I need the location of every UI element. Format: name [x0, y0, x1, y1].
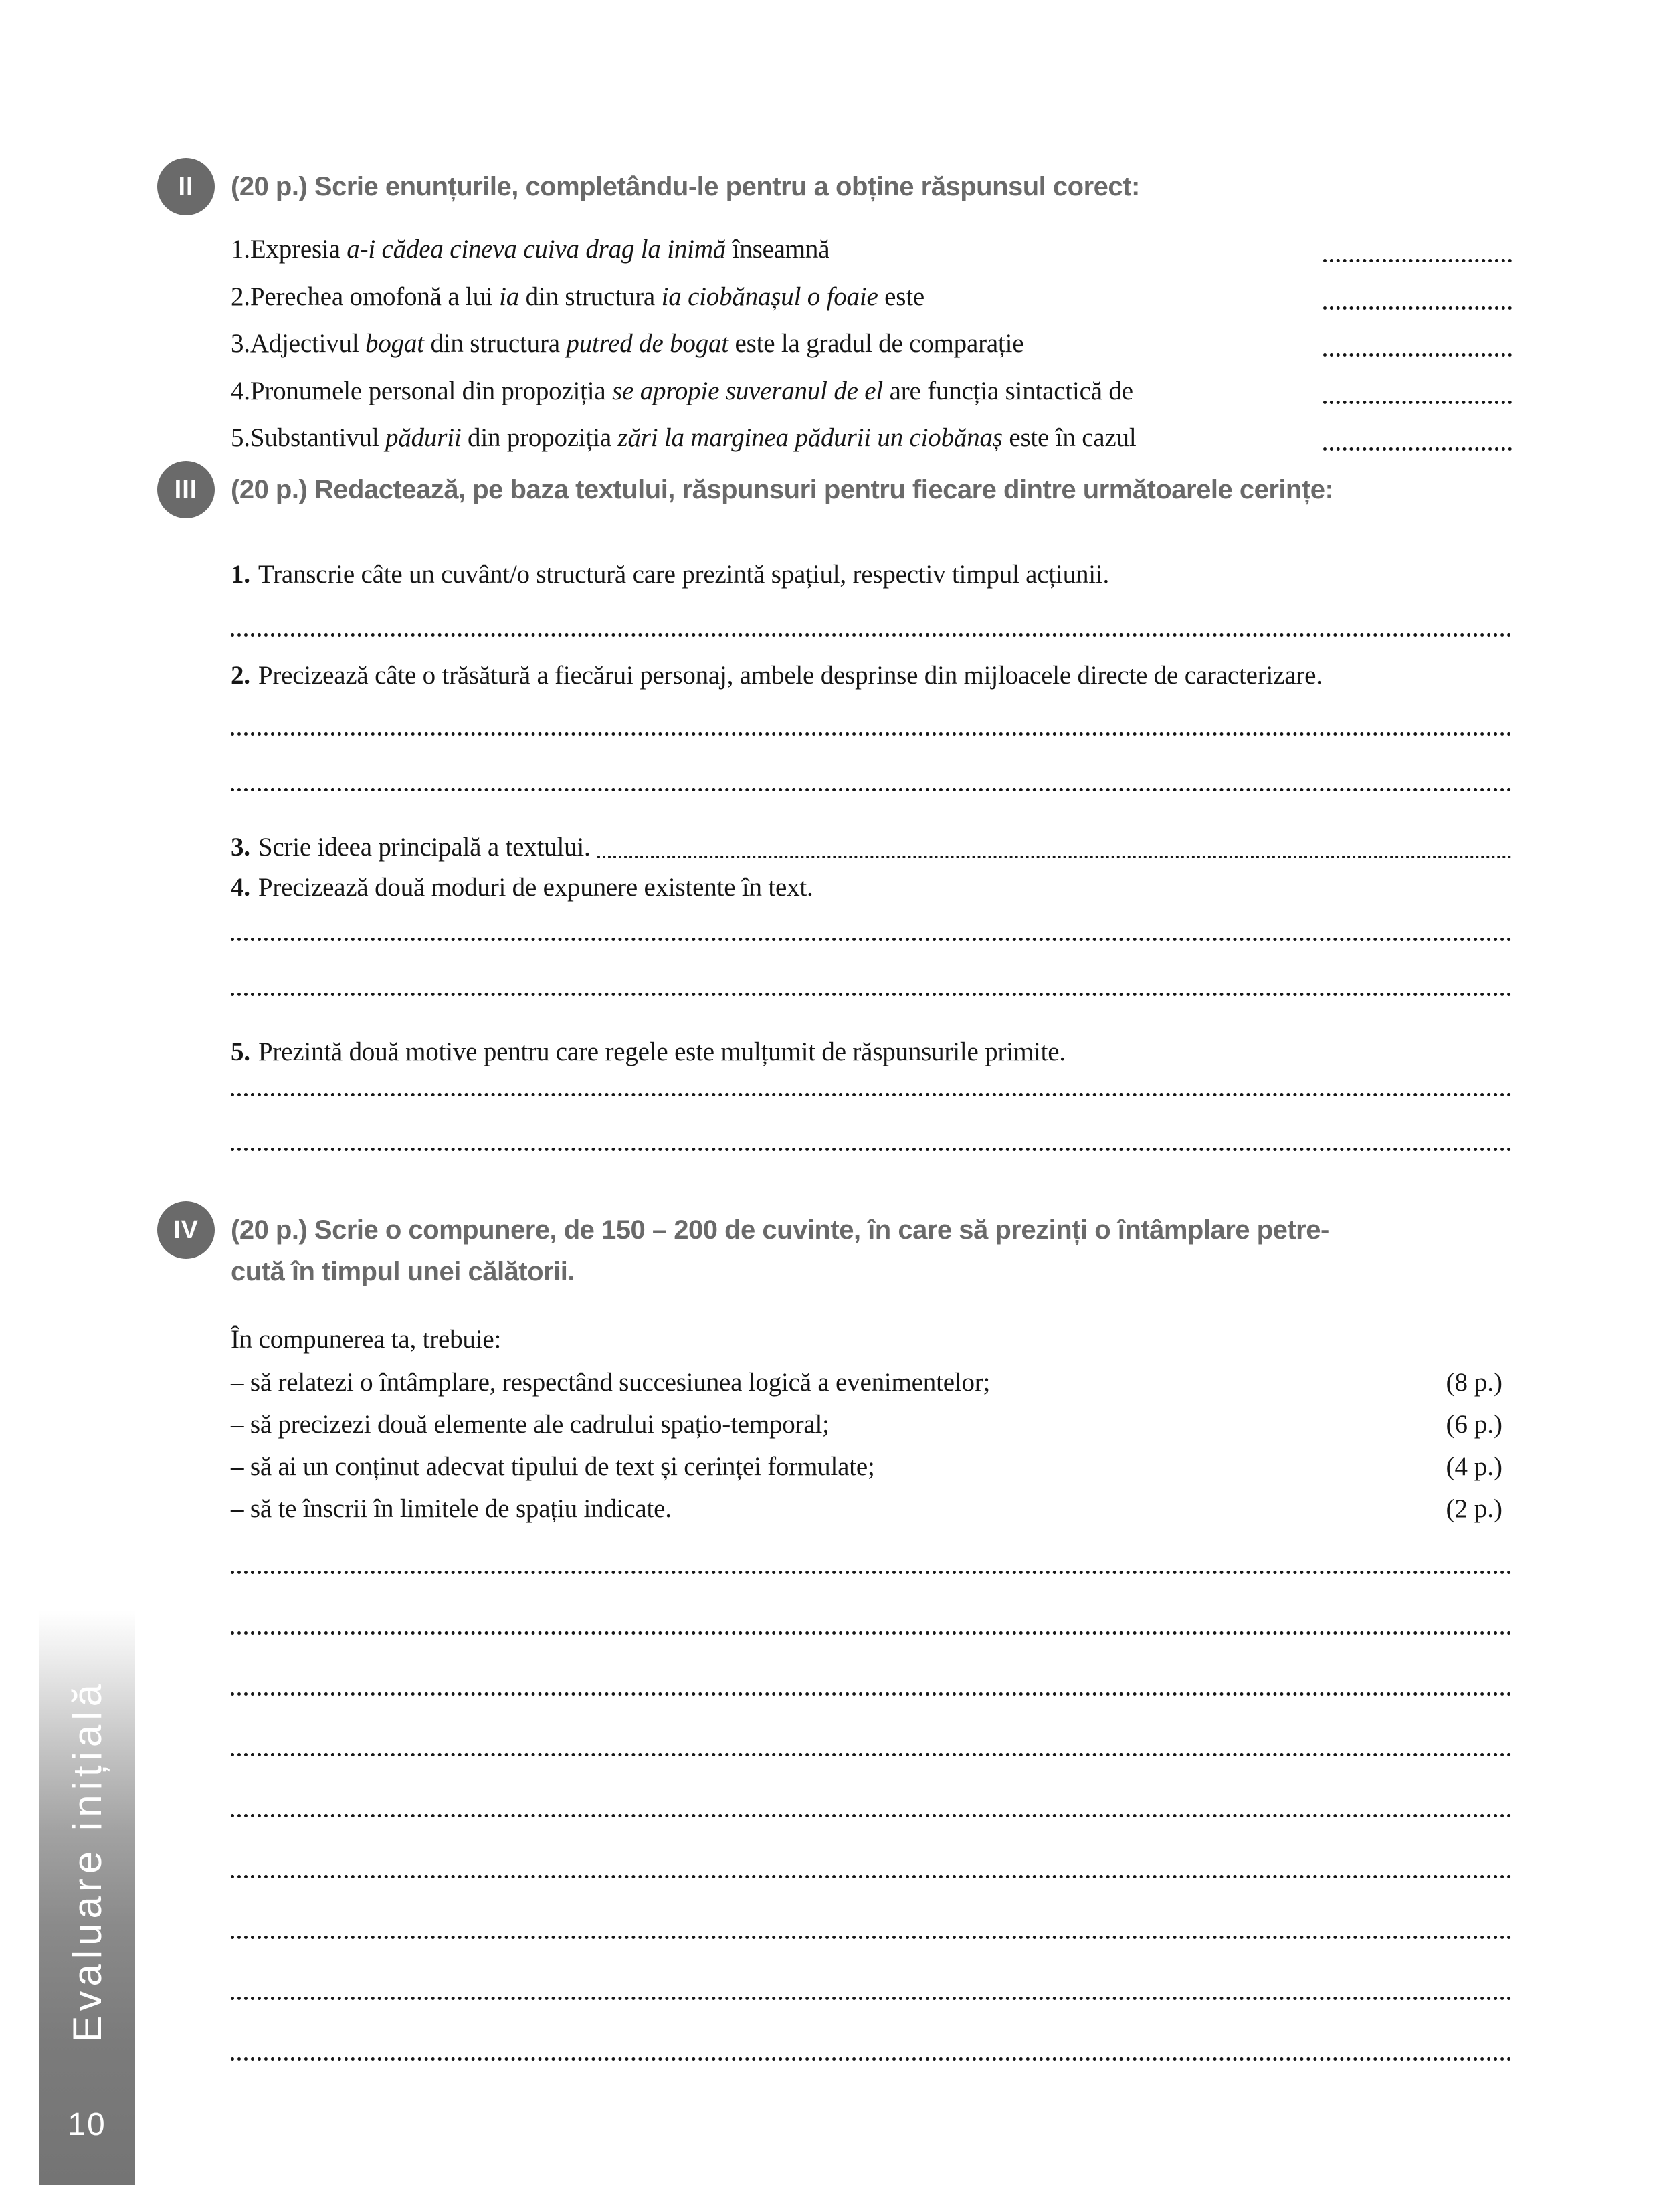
writing-line [231, 788, 1512, 791]
exercise-item-text [231, 327, 1291, 361]
section-iv-badge [157, 1201, 215, 1259]
requirement-row [231, 1450, 1512, 1485]
points-badge: (4 p.) [1446, 1452, 1502, 1481]
section-ii-badge [157, 158, 215, 215]
writing-line [231, 1814, 1512, 1817]
answer-blank-line [1323, 401, 1512, 404]
exercise-item-text [231, 375, 1291, 408]
section-iii-heading: (20 p.) Redactează, pe baza textului, răspunsuri pentru fiecare dintre următoarele cerințe: [231, 475, 1334, 504]
italic-phrase: putred de bogat [566, 329, 728, 358]
section-iii [174, 461, 1512, 1190]
italic-phrase: ia ciobănașul o foaie [661, 282, 878, 311]
section-iv-heading [231, 1209, 1329, 1292]
exercise-item [231, 558, 1512, 591]
exercise-item-text [231, 280, 1291, 314]
requirement-row [231, 1408, 1512, 1443]
item-sentence: Transcrie câte un cuvânt/o structură care prezintă spațiul, respectiv timpul acțiunii. [258, 560, 1110, 589]
writing-line [231, 1692, 1512, 1696]
text-run: este la gradul de comparație [728, 329, 1024, 358]
requirement-text: – să relatezi o întâmplare, respectând succesiunea logică a evenimentelor; [231, 1368, 991, 1397]
text-run: este [878, 282, 924, 311]
text-run: are funcția sintactică de [883, 377, 1133, 405]
text-run: Adjectivul [250, 329, 366, 358]
italic-phrase: a-i cădea cineva cuiva drag la inimă [347, 235, 726, 264]
exercise-item-text [231, 421, 1291, 455]
writing-line [231, 938, 1512, 941]
section-ii-heading: (20 p.) Scrie enunțurile, completându-le pentru a obține răspunsul corect: [231, 172, 1140, 201]
item-number: 1. [231, 560, 250, 589]
exercise-item [231, 280, 1512, 315]
text-run: Expresia [250, 235, 347, 264]
writing-line [231, 732, 1512, 736]
item-sentence [250, 235, 830, 264]
text-run: este în cazul [1002, 423, 1137, 452]
exercise-item [231, 421, 1512, 456]
writing-line [231, 1936, 1512, 1939]
chapter-title-vertical: Evaluare inițială [64, 1679, 110, 2043]
text-run: din propoziția [461, 423, 618, 452]
requirement-text: – să precizezi două elemente ale cadrului spațio-temporal; [231, 1410, 830, 1439]
item-sentence: Precizează câte o trăsătură a fiecărui personaj, ambele desprinse din mijloacele directe de caracterizare. [258, 661, 1323, 690]
writing-line [231, 1631, 1512, 1635]
answer-blank-line [1323, 306, 1512, 310]
points-badge: (2 p.) [1446, 1494, 1502, 1523]
inline-writing-line [597, 856, 1512, 858]
chapter-sidebar [39, 1611, 135, 2185]
writing-line [231, 1997, 1512, 2000]
writing-line [231, 1093, 1512, 1096]
item-number: 4. [231, 377, 250, 405]
text-run: din structura [423, 329, 567, 358]
item-sentence [250, 329, 1024, 358]
section-iii-badge [157, 461, 215, 518]
italic-phrase: ia [499, 282, 520, 311]
text-run: Pronumele personal din propoziția [250, 377, 613, 405]
exercise-item [231, 659, 1512, 692]
exercise-item [231, 831, 1512, 864]
item-number: 3. [231, 329, 250, 358]
item-number: 5. [231, 1037, 250, 1066]
section-ii-roman-numeral: II [178, 172, 194, 201]
italic-phrase: zări la marginea pădurii un ciobănaș [617, 423, 1003, 452]
exercise-item [231, 1035, 1512, 1069]
italic-phrase: bogat [365, 329, 424, 358]
item-number: 4. [231, 873, 250, 902]
writing-line [231, 1875, 1512, 1878]
requirement-row [231, 1366, 1512, 1401]
italic-phrase: se apropie suveranul de el [612, 377, 884, 405]
heading-line-2: cută în timpul unei călătorii. [231, 1257, 575, 1286]
composition-intro: În compunerea ta, trebuie: [231, 1325, 502, 1354]
item-sentence [250, 377, 1133, 405]
text-run: Substantivul [250, 423, 386, 452]
item-sentence: Prezintă două motive pentru care regele este mulțumit de răspunsurile primite. [258, 1037, 1066, 1066]
answer-blank-line [1323, 447, 1512, 451]
item-number: 2. [231, 282, 250, 311]
requirement-text: – să ai un conținut adecvat tipului de text și cerinței formulate; [231, 1452, 875, 1481]
writing-line [231, 633, 1512, 637]
exercise-item-text [231, 233, 1291, 266]
section-iii-roman-numeral: III [174, 475, 198, 504]
writing-line [231, 1571, 1512, 1574]
writing-line [231, 1753, 1512, 1756]
page-number: 10 [68, 2107, 106, 2142]
requirement-row [231, 1492, 1512, 1527]
item-number: 1. [231, 235, 250, 264]
heading-line-1: (20 p.) Scrie o compunere, de 150 – 200 de cuvinte, în care să prezinți o întâmplare petre- [231, 1215, 1329, 1245]
item-number: 2. [231, 661, 250, 690]
section-iv [173, 1201, 1512, 2071]
item-number: 5. [231, 423, 250, 452]
text-run: înseamnă [726, 235, 830, 264]
section-iv-roman-numeral: IV [173, 1215, 199, 1244]
points-badge: (6 p.) [1446, 1410, 1502, 1439]
points-badge: (8 p.) [1446, 1368, 1502, 1397]
text-run: Perechea omofonă a lui [250, 282, 500, 311]
answer-blank-line [1323, 353, 1512, 357]
item-sentence [231, 831, 591, 864]
exercise-item [231, 233, 1512, 268]
section-ii [178, 158, 1512, 459]
item-sentence [250, 423, 1137, 452]
writing-line [231, 2057, 1512, 2061]
writing-line [231, 993, 1512, 996]
answer-blank-line [1323, 259, 1512, 262]
exercise-item [231, 375, 1512, 409]
italic-phrase: pădurii [385, 423, 462, 452]
item-number: 3. [231, 833, 250, 862]
item-sentence-text: Scrie ideea principală a textului. [258, 833, 591, 862]
item-sentence: Precizează două moduri de expunere existente în text. [258, 873, 813, 902]
requirement-text: – să te înscrii în limitele de spațiu indicate. [231, 1494, 672, 1523]
sidebar-label-wrap [39, 1664, 135, 2057]
text-run: din structura [519, 282, 662, 311]
item-sentence [250, 282, 924, 311]
writing-line [231, 1148, 1512, 1151]
exercise-item [231, 327, 1512, 362]
exercise-item [231, 871, 1512, 904]
